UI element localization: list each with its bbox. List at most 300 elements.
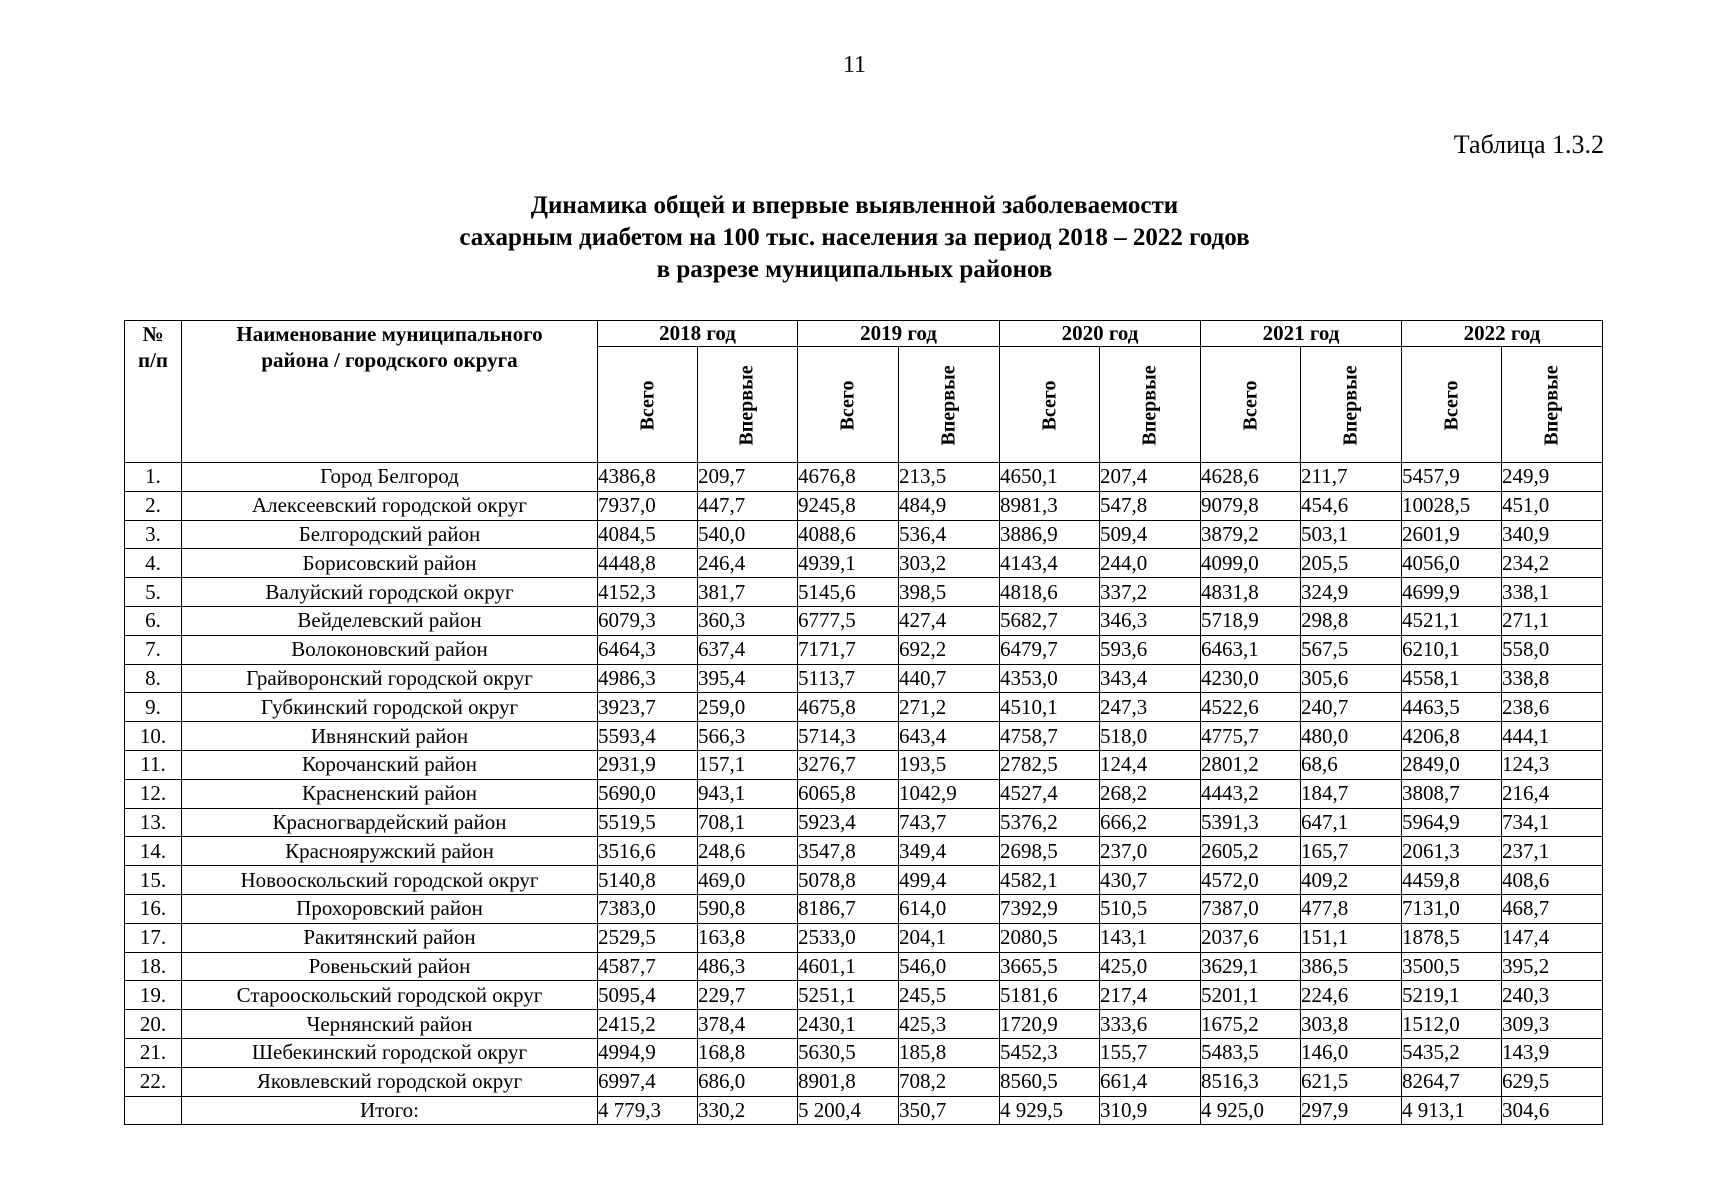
header-sub-total-label: Всего — [1238, 380, 1261, 431]
value-total: 2430,1 — [798, 1010, 899, 1039]
value-total: 5519,5 — [598, 808, 698, 837]
value-total: 5145,6 — [798, 578, 899, 607]
district-name: Губкинский городской округ — [182, 693, 598, 722]
table-row — [125, 808, 1603, 837]
value-new: 661,4 — [1100, 1067, 1201, 1096]
district-name: Новооскольский городской округ — [182, 866, 598, 895]
value-total: 5078,8 — [798, 866, 899, 895]
value-new: 237,1 — [1502, 837, 1603, 866]
table-row — [125, 1038, 1603, 1067]
district-name: Грайворонский городской округ — [182, 664, 598, 693]
table-row — [125, 606, 1603, 635]
value-total: 6079,3 — [598, 606, 698, 635]
value-new: 207,4 — [1100, 463, 1201, 492]
value-total: 4587,7 — [598, 952, 698, 981]
value-total: 4572,0 — [1201, 866, 1301, 895]
header-sub-new — [1100, 347, 1201, 463]
value-new: 378,4 — [698, 1010, 798, 1039]
title-line: Динамика общей и впервые выявленной заболеваемости — [530, 192, 1179, 219]
value-total: 7387,0 — [1201, 894, 1301, 923]
value-new: 398,5 — [899, 578, 1000, 607]
district-name: Волоконовский район — [182, 635, 598, 664]
district-name: Красненский район — [182, 779, 598, 808]
header-sub-total — [1402, 347, 1502, 463]
value-new: 692,2 — [899, 635, 1000, 664]
value-total: 1512,0 — [1402, 1010, 1502, 1039]
value-new: 216,4 — [1502, 779, 1603, 808]
value-total: 3923,7 — [598, 693, 698, 722]
value-total: 6464,3 — [598, 635, 698, 664]
table-row — [125, 463, 1603, 492]
value-new: 1042,9 — [899, 779, 1000, 808]
value-new: 333,6 — [1100, 1010, 1201, 1039]
value-total: 9245,8 — [798, 491, 899, 520]
value-new: 238,6 — [1502, 693, 1603, 722]
value-new: 734,1 — [1502, 808, 1603, 837]
value-new: 184,7 — [1301, 779, 1402, 808]
value-total: 4056,0 — [1402, 549, 1502, 578]
table-row — [125, 894, 1603, 923]
value-total: 4459,8 — [1402, 866, 1502, 895]
value-total: 4699,9 — [1402, 578, 1502, 607]
value-new: 346,3 — [1100, 606, 1201, 635]
value-new: 259,0 — [698, 693, 798, 722]
value-new: 68,6 — [1301, 750, 1402, 779]
header-sub-new — [1502, 347, 1603, 463]
value-new: 536,4 — [899, 520, 1000, 549]
value-new: 430,7 — [1100, 866, 1201, 895]
value-new: 124,3 — [1502, 750, 1603, 779]
value-total: 3547,8 — [798, 837, 899, 866]
table-title — [0, 190, 1709, 286]
value-new: 629,5 — [1502, 1067, 1603, 1096]
header-sub-new — [698, 347, 798, 463]
row-number: 12. — [125, 779, 182, 808]
value-total: 4775,7 — [1201, 722, 1301, 751]
value-new: 268,2 — [1100, 779, 1201, 808]
district-name: Ровеньский район — [182, 952, 598, 981]
value-total: 6065,8 — [798, 779, 899, 808]
header-year-2019: 2019 год — [798, 321, 1000, 347]
value-new: 381,7 — [698, 578, 798, 607]
value-total: 5630,5 — [798, 1038, 899, 1067]
header-sub-total — [598, 347, 698, 463]
value-total: 5718,9 — [1201, 606, 1301, 635]
value-new: 168,8 — [698, 1038, 798, 1067]
value-new: 338,8 — [1502, 664, 1603, 693]
district-name: Итого: — [182, 1096, 598, 1125]
value-total: 6777,5 — [798, 606, 899, 635]
value-new: 234,2 — [1502, 549, 1603, 578]
row-number: 14. — [125, 837, 182, 866]
table-id: Таблица 1.3.2 — [1453, 130, 1604, 159]
value-new: 309,3 — [1502, 1010, 1603, 1039]
value-total: 4676,8 — [798, 463, 899, 492]
value-new: 211,7 — [1301, 463, 1402, 492]
value-total: 5140,8 — [598, 866, 698, 895]
header-num-line: п/п — [137, 348, 169, 372]
value-total: 5391,3 — [1201, 808, 1301, 837]
value-total: 8981,3 — [1000, 491, 1100, 520]
value-total: 2782,5 — [1000, 750, 1100, 779]
value-new: 337,2 — [1100, 578, 1201, 607]
value-total: 7392,9 — [1000, 894, 1100, 923]
header-sub-total — [1201, 347, 1301, 463]
header-sub-total-label: Всего — [836, 380, 859, 431]
district-name: Белгородский район — [182, 520, 598, 549]
value-new: 395,2 — [1502, 952, 1603, 981]
value-total: 5095,4 — [598, 981, 698, 1010]
value-total: 4084,5 — [598, 520, 698, 549]
value-new: 350,7 — [899, 1096, 1000, 1125]
value-total: 5219,1 — [1402, 981, 1502, 1010]
header-name-line: района / городского округа — [261, 348, 518, 372]
value-new: 447,7 — [698, 491, 798, 520]
value-new: 229,7 — [698, 981, 798, 1010]
value-new: 468,7 — [1502, 894, 1603, 923]
value-new: 349,4 — [899, 837, 1000, 866]
value-total: 1878,5 — [1402, 923, 1502, 952]
value-new: 165,7 — [1301, 837, 1402, 866]
value-total: 4994,9 — [598, 1038, 698, 1067]
value-new: 324,9 — [1301, 578, 1402, 607]
value-new: 124,4 — [1100, 750, 1201, 779]
value-new: 637,4 — [698, 635, 798, 664]
value-total: 7937,0 — [598, 491, 698, 520]
row-number: 4. — [125, 549, 182, 578]
district-name: Шебекинский городской округ — [182, 1038, 598, 1067]
value-total: 5376,2 — [1000, 808, 1100, 837]
table-row — [125, 837, 1603, 866]
value-new: 477,8 — [1301, 894, 1402, 923]
value-new: 503,1 — [1301, 520, 1402, 549]
value-total: 6463,1 — [1201, 635, 1301, 664]
row-number: 1. — [125, 463, 182, 492]
value-new: 454,6 — [1301, 491, 1402, 520]
district-name: Ивнянский район — [182, 722, 598, 751]
table-row — [125, 866, 1603, 895]
value-total: 2533,0 — [798, 923, 899, 952]
value-total: 2801,2 — [1201, 750, 1301, 779]
value-total: 2849,0 — [1402, 750, 1502, 779]
value-new: 303,2 — [899, 549, 1000, 578]
district-name: Вейделевский район — [182, 606, 598, 635]
title-line: сахарным диабетом на 100 тыс. населения за период 2018 – 2022 годов — [459, 224, 1250, 251]
value-total: 4601,1 — [798, 952, 899, 981]
value-total: 4 925,0 — [1201, 1096, 1301, 1125]
value-total: 1675,2 — [1201, 1010, 1301, 1039]
table-row — [125, 750, 1603, 779]
district-name: Чернянский район — [182, 1010, 598, 1039]
district-name: Ракитянский район — [182, 923, 598, 952]
row-number: 8. — [125, 664, 182, 693]
value-new: 163,8 — [698, 923, 798, 952]
value-new: 590,8 — [698, 894, 798, 923]
table-row — [125, 491, 1603, 520]
value-total: 6479,7 — [1000, 635, 1100, 664]
value-new: 425,3 — [899, 1010, 1000, 1039]
value-total: 5964,9 — [1402, 808, 1502, 837]
value-total: 4386,8 — [598, 463, 698, 492]
value-new: 614,0 — [899, 894, 1000, 923]
row-number: 2. — [125, 491, 182, 520]
value-new: 546,0 — [899, 952, 1000, 981]
value-new: 340,9 — [1502, 520, 1603, 549]
value-new: 486,3 — [698, 952, 798, 981]
value-total: 4099,0 — [1201, 549, 1301, 578]
value-new: 224,6 — [1301, 981, 1402, 1010]
value-new: 247,3 — [1100, 693, 1201, 722]
value-new: 343,4 — [1100, 664, 1201, 693]
header-sub-total — [798, 347, 899, 463]
value-new: 518,0 — [1100, 722, 1201, 751]
value-new: 155,7 — [1100, 1038, 1201, 1067]
table-row — [125, 923, 1603, 952]
row-number: 5. — [125, 578, 182, 607]
value-total: 5714,3 — [798, 722, 899, 751]
value-new: 204,1 — [899, 923, 1000, 952]
value-total: 4206,8 — [1402, 722, 1502, 751]
district-name: Город Белгород — [182, 463, 598, 492]
value-new: 213,5 — [899, 463, 1000, 492]
value-new: 360,3 — [698, 606, 798, 635]
header-sub-total-label: Всего — [635, 380, 658, 431]
value-new: 593,6 — [1100, 635, 1201, 664]
header-year-2021: 2021 год — [1201, 321, 1402, 347]
value-new: 271,1 — [1502, 606, 1603, 635]
value-new: 143,1 — [1100, 923, 1201, 952]
district-name: Корочанский район — [182, 750, 598, 779]
value-new: 647,1 — [1301, 808, 1402, 837]
value-total: 4230,0 — [1201, 664, 1301, 693]
value-total: 5181,6 — [1000, 981, 1100, 1010]
value-new: 185,8 — [899, 1038, 1000, 1067]
table-row — [125, 1067, 1603, 1096]
value-total: 5452,3 — [1000, 1038, 1100, 1067]
value-new: 621,5 — [1301, 1067, 1402, 1096]
page-number: 11 — [842, 52, 867, 78]
value-new: 143,9 — [1502, 1038, 1603, 1067]
value-total: 5201,1 — [1201, 981, 1301, 1010]
value-new: 547,8 — [1100, 491, 1201, 520]
value-new: 540,0 — [698, 520, 798, 549]
value-total: 4582,1 — [1000, 866, 1100, 895]
value-new: 249,9 — [1502, 463, 1603, 492]
value-new: 298,8 — [1301, 606, 1402, 635]
value-new: 943,1 — [698, 779, 798, 808]
value-new: 469,0 — [698, 866, 798, 895]
value-total: 4443,2 — [1201, 779, 1301, 808]
value-new: 205,5 — [1301, 549, 1402, 578]
value-total: 1720,9 — [1000, 1010, 1100, 1039]
value-new: 146,0 — [1301, 1038, 1402, 1067]
value-total: 4152,3 — [598, 578, 698, 607]
table-row — [125, 981, 1603, 1010]
row-number: 15. — [125, 866, 182, 895]
row-number: 16. — [125, 894, 182, 923]
table-row — [125, 520, 1603, 549]
value-new: 330,2 — [698, 1096, 798, 1125]
value-total: 2605,2 — [1201, 837, 1301, 866]
value-total: 4628,6 — [1201, 463, 1301, 492]
value-total: 5435,2 — [1402, 1038, 1502, 1067]
value-new: 451,0 — [1502, 491, 1603, 520]
value-total: 4 929,5 — [1000, 1096, 1100, 1125]
value-new: 708,1 — [698, 808, 798, 837]
value-new: 303,8 — [1301, 1010, 1402, 1039]
value-new: 310,9 — [1100, 1096, 1201, 1125]
table-total-row — [125, 1096, 1603, 1125]
value-total: 5113,7 — [798, 664, 899, 693]
value-total: 9079,8 — [1201, 491, 1301, 520]
value-new: 305,6 — [1301, 664, 1402, 693]
table-row — [125, 1010, 1603, 1039]
value-total: 3500,5 — [1402, 952, 1502, 981]
value-total: 2931,9 — [598, 750, 698, 779]
value-new: 151,1 — [1301, 923, 1402, 952]
value-new: 567,5 — [1301, 635, 1402, 664]
row-number: 22. — [125, 1067, 182, 1096]
value-total: 5593,4 — [598, 722, 698, 751]
row-number: 13. — [125, 808, 182, 837]
district-name: Краснояружский район — [182, 837, 598, 866]
district-name: Валуйский городской округ — [182, 578, 598, 607]
value-new: 209,7 — [698, 463, 798, 492]
value-total: 4527,4 — [1000, 779, 1100, 808]
header-num — [125, 321, 182, 463]
value-total: 4353,0 — [1000, 664, 1100, 693]
value-total: 3665,5 — [1000, 952, 1100, 981]
table-row — [125, 952, 1603, 981]
morbidity-table — [124, 320, 1603, 1125]
value-new: 440,7 — [899, 664, 1000, 693]
row-number: 6. — [125, 606, 182, 635]
table-body — [125, 463, 1603, 1125]
value-new: 240,3 — [1502, 981, 1603, 1010]
district-name: Прохоровский район — [182, 894, 598, 923]
header-sub-new-label: Впервые — [937, 365, 960, 446]
value-new: 484,9 — [899, 491, 1000, 520]
value-new: 193,5 — [899, 750, 1000, 779]
value-total: 2037,6 — [1201, 923, 1301, 952]
value-total: 5923,4 — [798, 808, 899, 837]
value-total: 4758,7 — [1000, 722, 1100, 751]
value-total: 5 200,4 — [798, 1096, 899, 1125]
row-number: 11. — [125, 750, 182, 779]
value-new: 499,4 — [899, 866, 1000, 895]
value-new: 237,0 — [1100, 837, 1201, 866]
value-new: 743,7 — [899, 808, 1000, 837]
header-year-2018: 2018 год — [598, 321, 798, 347]
value-new: 395,4 — [698, 664, 798, 693]
value-new: 244,0 — [1100, 549, 1201, 578]
header-sub-new-label: Впервые — [1540, 365, 1563, 446]
value-total: 2698,5 — [1000, 837, 1100, 866]
district-name: Яковлевский городской округ — [182, 1067, 598, 1096]
value-new: 480,0 — [1301, 722, 1402, 751]
row-number: 18. — [125, 952, 182, 981]
row-number: 10. — [125, 722, 182, 751]
value-new: 444,1 — [1502, 722, 1603, 751]
value-new: 157,1 — [698, 750, 798, 779]
value-total: 4831,8 — [1201, 578, 1301, 607]
value-total: 2061,3 — [1402, 837, 1502, 866]
value-total: 8186,7 — [798, 894, 899, 923]
header-sub-new-label: Впервые — [1339, 365, 1362, 446]
header-num-line: № — [142, 322, 164, 346]
table-row — [125, 549, 1603, 578]
value-new: 427,4 — [899, 606, 1000, 635]
value-total: 4088,6 — [798, 520, 899, 549]
table-row — [125, 779, 1603, 808]
district-name: Борисовский район — [182, 549, 598, 578]
value-total: 10028,5 — [1402, 491, 1502, 520]
value-total: 4650,1 — [1000, 463, 1100, 492]
value-total: 2080,5 — [1000, 923, 1100, 952]
table-row — [125, 635, 1603, 664]
value-new: 245,5 — [899, 981, 1000, 1010]
value-new: 425,0 — [1100, 952, 1201, 981]
value-total: 5457,9 — [1402, 463, 1502, 492]
value-total: 4521,1 — [1402, 606, 1502, 635]
value-total: 4143,4 — [1000, 549, 1100, 578]
value-total: 5690,0 — [598, 779, 698, 808]
value-total: 4522,6 — [1201, 693, 1301, 722]
header-sub-new — [899, 347, 1000, 463]
value-new: 246,4 — [698, 549, 798, 578]
row-number: 17. — [125, 923, 182, 952]
header-sub-new-label: Впервые — [736, 365, 758, 446]
value-total: 4 779,3 — [598, 1096, 698, 1125]
value-total: 7383,0 — [598, 894, 698, 923]
district-name: Старооскольский городской округ — [182, 981, 598, 1010]
value-new: 509,4 — [1100, 520, 1201, 549]
value-total: 3886,9 — [1000, 520, 1100, 549]
table-row — [125, 578, 1603, 607]
header-name-line: Наименование муниципального — [236, 322, 543, 346]
value-total: 8264,7 — [1402, 1067, 1502, 1096]
value-new: 304,6 — [1502, 1096, 1603, 1125]
header-year-2022: 2022 год — [1402, 321, 1603, 347]
table-row — [125, 664, 1603, 693]
value-new: 558,0 — [1502, 635, 1603, 664]
value-new: 248,6 — [698, 837, 798, 866]
value-new: 409,2 — [1301, 866, 1402, 895]
header-sub-new-label: Впервые — [1138, 365, 1161, 446]
value-total: 2415,2 — [598, 1010, 698, 1039]
header-sub-total-label: Всего — [1439, 380, 1462, 431]
value-new: 147,4 — [1502, 923, 1603, 952]
value-new: 408,6 — [1502, 866, 1603, 895]
row-number: 21. — [125, 1038, 182, 1067]
value-total: 4510,1 — [1000, 693, 1100, 722]
value-total: 4818,6 — [1000, 578, 1100, 607]
value-new: 271,2 — [899, 693, 1000, 722]
value-total: 4 913,1 — [1402, 1096, 1502, 1125]
header-sub-total-label: Всего — [1037, 380, 1060, 431]
value-new: 240,7 — [1301, 693, 1402, 722]
value-new: 708,2 — [899, 1067, 1000, 1096]
district-name: Алексеевский городской округ — [182, 491, 598, 520]
value-total: 3808,7 — [1402, 779, 1502, 808]
value-total: 4448,8 — [598, 549, 698, 578]
table-row — [125, 693, 1603, 722]
row-number: 7. — [125, 635, 182, 664]
value-total: 4675,8 — [798, 693, 899, 722]
value-total: 2529,5 — [598, 923, 698, 952]
value-total: 4463,5 — [1402, 693, 1502, 722]
row-number: 9. — [125, 693, 182, 722]
